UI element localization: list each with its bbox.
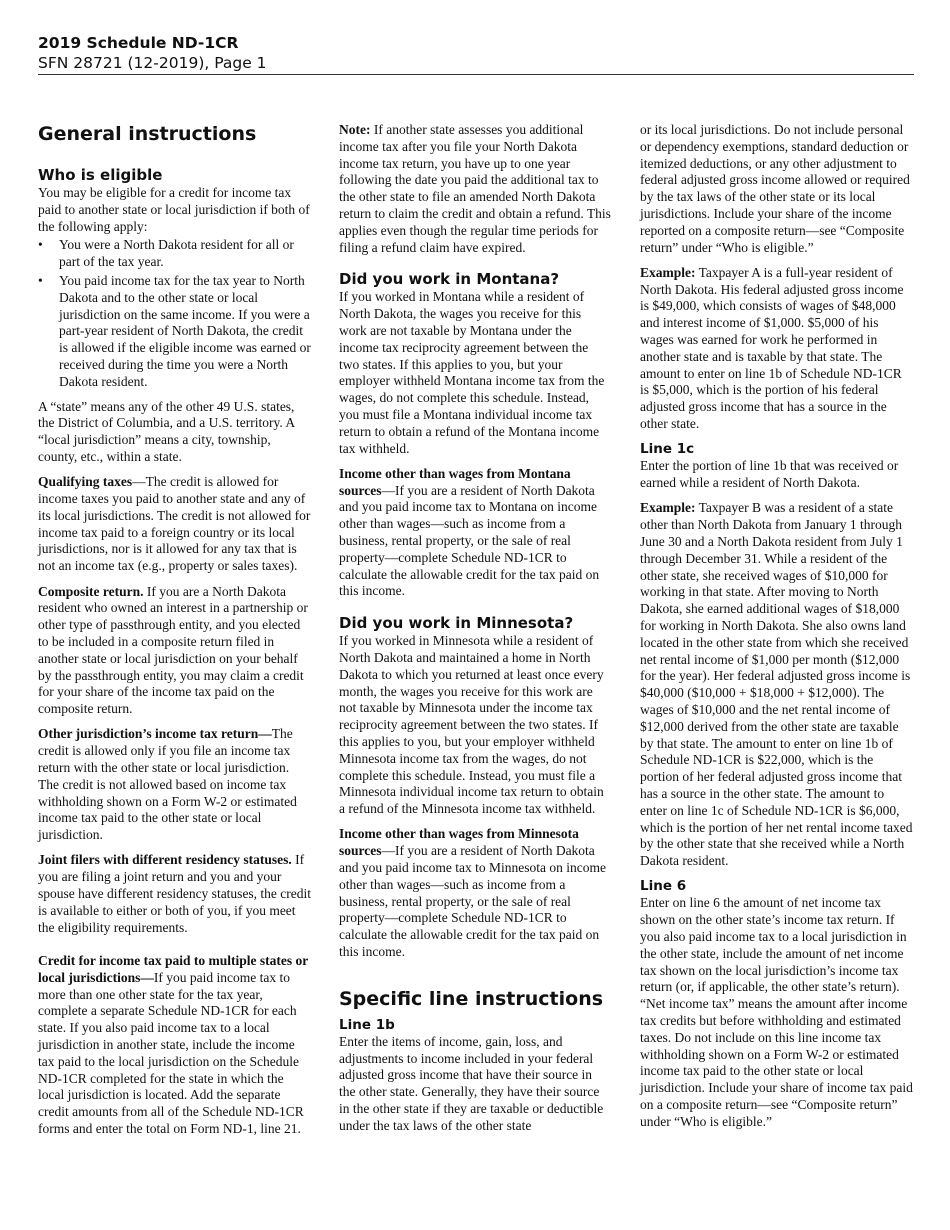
minnesota-paragraph: If you worked in Minnesota while a resident of North Dakota and maintained a home in North Dakota to which you returned at least once every month, the wages you receive for this work are not taxable by Minnesota under the income tax reciprocity agreement between the two states. If this applies to you, but your employer withheld Minnesota income tax from the wages, do not complete this schedule. Instead, you must file a Minnesota individual income tax return to obtain a refund of the Minnesota income tax withheld. xyxy=(339,633,604,817)
form-title: 2019 Schedule ND-1CR xyxy=(38,34,239,52)
specific-instructions-heading: Specific line instructions xyxy=(339,987,604,1010)
list-item: • You were a North Dakota resident for all or part of the tax year. xyxy=(38,237,294,270)
line-1c-paragraph: Enter the portion of line 1b that was received or earned while a resident of North Dakota. xyxy=(640,458,899,491)
page-header xyxy=(38,34,914,73)
montana-heading: Did you work in Montana? xyxy=(339,270,560,289)
line-6-paragraph: Enter on line 6 the amount of net income tax shown on the other state’s income tax return. If you also paid income tax to a local jurisdiction in the other state, include the amount of net income tax shown on the local jurisdiction’s income tax return (or, if applicable, the other state’s return). “Net income tax” means the amount after income tax credits but before withholding and estimated taxes. Do not include on this line income tax withholding shown on a Form W-2 or estimated income tax paid to the other state or local jurisdiction. Include your share of income tax paid on a composite return—see “Composite return” under “Who is eligible.” xyxy=(640,895,913,1129)
form-subtitle: SFN 28721 (12-2019), Page 1 xyxy=(38,54,267,72)
bullet-icon: • xyxy=(38,237,43,253)
montana-paragraph: If you worked in Montana while a resident of North Dakota, the wages you receive for this work are not taxable by Montana under the income tax reciprocity agreement between the two states. If this applies to you, but your employer withheld Montana income tax from the wages, do not complete this schedule. Instead, you must file a Montana individual income tax return to obtain a refund of the Montana income tax withheld. xyxy=(339,289,605,456)
bullet-icon: • xyxy=(38,272,43,288)
general-instructions-heading: General instructions xyxy=(38,123,257,145)
line-1b-paragraph: Enter the items of income, gain, loss, and adjustments to income included in your federal adjusted gross income that have their source in the other state. Generally, they have their source in the other state if they are taxable or deductible under the tax laws of the other state xyxy=(339,1033,604,1133)
other-jurisdiction-paragraph: Other jurisdiction’s income tax return—The credit is allowed only if you file an income tax return with the other state or local jurisdiction. The credit is not allowed based on income tax withholding shown on a Form W-2 or estimated income tax paid to the other state or local jurisdiction. xyxy=(38,726,297,843)
composite-return-paragraph: Composite return. If you are a North Dakota resident who owned an interest in a partnership or other type of passthrough entity, and you elected to be included in a composite return filed in another state or local jurisdiction on your behalf by the passthrough entity, you may claim a credit for your share of the income tax paid on the composite return. xyxy=(38,583,308,717)
minnesota-other-income-paragraph: Income other than wages from Minnesota sources—If you are a resident of North Dakota and you paid income tax to Minnesota on income other than wages—such as income from a business, rental property, or the sale of real property—complete Schedule ND-1CR to calculate the allowable credit for the tax paid on this income. xyxy=(339,826,606,960)
example-a-paragraph: Example: Taxpayer A is a full-year resident of North Dakota. His federal adjusted gross income is $49,000, which consists of wages of $48,000 and interest income of $1,000. $5,000 of his wages was earned for work he performed in another state and is taxable by that state. The amount to enter on line 1b of Schedule ND-1CR is $5,000, which is the portion of his federal adjusted gross income that has a source in the other state. xyxy=(640,264,904,432)
list-item: • You paid income tax for the tax year to North Dakota and to the other state or local jurisdiction on the same income. If you were a part-year resident of North Dakota, the credit is allowed if the eligible income was earned or received during the time you were a North Dakota resident. xyxy=(38,272,311,389)
line-1b-continued: or its local jurisdictions. Do not include personal or dependency exemptions, standard deduction or itemized deductions, or any other adjustment to federal adjusted gross income allowed or required by the tax laws of the other state or its local jurisdictions. Include your share of the income reported on a composite return—see “Composite return” under “Who is eligible.” xyxy=(640,122,910,255)
note-paragraph: Note: If another state assesses you additional income tax after you file your North Dakota income tax return, you have up to one year following the date you paid the additional tax to the other state to file an amended North Dakota return to claim the credit and obtain a refund. This applies even though the regular time periods for filing a refund claim have expired. xyxy=(339,122,611,255)
line-1b-heading: Line 1b xyxy=(339,1016,395,1033)
example-b-paragraph: Example: Taxpayer B was a resident of a state other than North Dakota from January 1 through June 30 and a North Dakota resident from July 1 through December 31. While a resident of the other state, she received wages of $10,000 for working in that state. After moving to North Dakota, she earned additional wages of $18,000 for working in North Dakota. She also owns land located in the other state from which she received net rental income of $1,000 per month ($12,000 for the year). Her federal adjusted gross income is $40,000 ($10,000 + $18,000 + $12,000). The wages of $10,000 and the net rental income of $12,000 derived from the other state are taxable by that state. The amount to enter on line 1b of Schedule ND-1CR is $22,000, which is the portion of her federal adjusted gross income that has a source in the other state. The amount to enter on line 1c of Schedule ND-1CR is $6,000, which is the portion of her net rental income taxed by the other state that she received while a North Dakota resident. xyxy=(640,500,913,869)
eligibility-list xyxy=(38,237,312,390)
line-1c-heading: Line 1c xyxy=(640,441,695,458)
multiple-states-paragraph: Credit for income tax paid to multiple states or local jurisdictions—If you paid income tax to more than one other state for the tax year, complete a separate Schedule ND-1CR for each state. If you also paid income tax to a local jurisdiction in another state, include the income tax paid to the local jurisdiction on the Schedule ND-1CR completed for the state in which the local jurisdiction is located. Add the separate credit amounts from all of the Schedule ND-1CR forms and enter the total on Form ND-1, line 21. xyxy=(38,952,308,1136)
state-definition: A “state” means any of the other 49 U.S. states, the District of Columbia, and a U.S. territory. A “local jurisdiction” means a city, township, county, etc., within a state. xyxy=(38,398,295,464)
qualifying-taxes-paragraph: Qualifying taxes—The credit is allowed for income taxes you paid to another state and any of its local jurisdictions. The credit is not allowed for income tax paid to a foreign country or its local jurisdictions, nor is it allowed for any tax that is not an income tax (e.g., property or sales taxes). xyxy=(38,474,311,574)
joint-filers-paragraph: Joint filers with different residency statuses. If you are filing a joint return and you and your spouse have different residency statuses, the credit is available to either or both of you, if you meet the eligibility requirements. xyxy=(38,852,312,935)
header-divider xyxy=(38,74,914,75)
column-1 xyxy=(38,122,312,1146)
who-eligible-intro: You may be eligible for a credit for income tax paid to another state or local jurisdiction if both of the following apply: xyxy=(38,185,310,234)
minnesota-heading: Did you work in Minnesota? xyxy=(339,614,574,633)
montana-other-income-paragraph: Income other than wages from Montana sources—If you are a resident of North Dakota and you paid income tax to Montana on income other than wages—such as income from a business, rental property, or the sale of real property—complete Schedule ND-1CR to calculate the allowable credit for the tax paid on this income. xyxy=(339,465,600,599)
column-2 xyxy=(339,122,611,1143)
who-eligible-heading: Who is eligible xyxy=(38,166,163,184)
line-6-heading: Line 6 xyxy=(640,878,687,895)
column-3 xyxy=(640,122,914,1139)
